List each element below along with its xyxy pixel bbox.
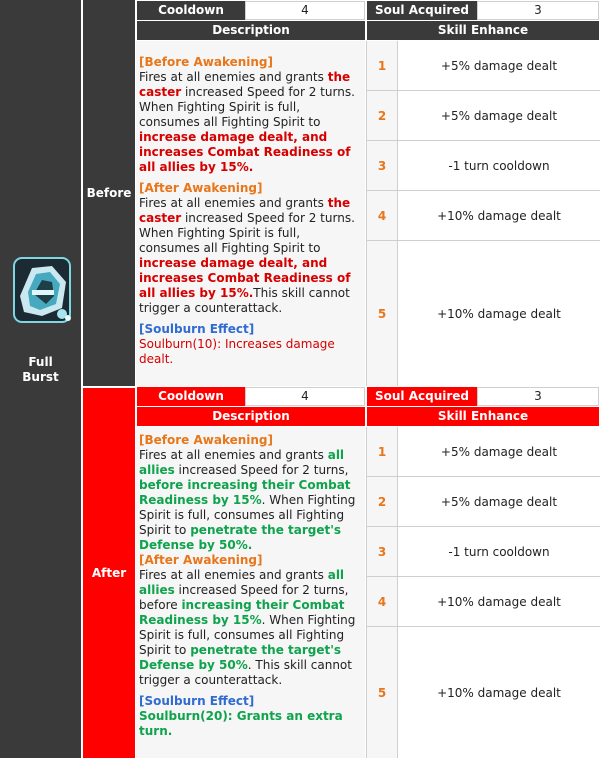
after-aa-text2: all allies — [139, 568, 345, 597]
before-enhance-level: 5 — [367, 241, 397, 386]
after-soul-value: 3 — [477, 387, 599, 406]
before-enhance-effect: -1 turn cooldown — [397, 141, 600, 191]
before-aa-text2: the caster — [139, 196, 351, 225]
after-ba-text4: before increasing their Combat Readiness by 15% — [139, 478, 351, 507]
skill-name — [0, 355, 81, 385]
before-enhance-effect: +10% damage dealt — [397, 241, 600, 386]
before-ba-text4: increase damage dealt, and increases Combat Readiness of all allies by 15%. — [139, 130, 351, 174]
after-enhance-effect: -1 turn cooldown — [397, 527, 600, 577]
after-enhance-level: 2 — [367, 477, 397, 527]
before-enhance-header: Skill Enhance — [367, 21, 599, 40]
before-cooldown-label: Cooldown — [137, 1, 245, 20]
before-label — [83, 0, 135, 386]
before-aa-text3: increased Speed for 2 turns. When Fighting Spirit is full, consumes all Fighting Spirit to — [139, 211, 355, 255]
after-label — [83, 388, 135, 758]
before-aa-text1: Fires at all enemies and grants — [139, 196, 328, 210]
before-enhance-effect: +5% damage dealt — [397, 41, 600, 91]
before-aa-text4: increase damage dealt, and increases Combat Readiness of all allies by 15%. — [139, 256, 351, 300]
after-aa-text3: increased Speed for 2 turns, before — [139, 583, 349, 612]
before-enhance-level: 3 — [367, 141, 397, 191]
before-cooldown-value: 4 — [245, 1, 365, 20]
before-enhance-table — [366, 41, 599, 386]
after-aa-text4: increasing their Combat Readiness by 15% — [139, 598, 345, 627]
skill-column — [0, 0, 81, 758]
after-ba-text5: . When Fighting Spirit is full, consumes all Fighting Spirit to — [139, 493, 356, 537]
before-enhance-level: 4 — [367, 191, 397, 241]
before-description — [136, 41, 365, 386]
after-aa-text6: penetrate the target's Defense by 50% — [139, 643, 342, 672]
before-label-text: Before — [86, 186, 132, 200]
after-cooldown-value: 4 — [245, 387, 365, 406]
before-soul-value: 3 — [477, 1, 599, 20]
before-enhance-effect: +10% damage dealt — [397, 191, 600, 241]
after-enhance-effect: +5% damage dealt — [397, 427, 600, 477]
before-enhance-effect: +5% damage dealt — [397, 91, 600, 141]
after-enhance-table — [366, 427, 599, 758]
after-enhance-header: Skill Enhance — [367, 407, 599, 426]
after-label-text: After — [91, 566, 127, 580]
before-description-header: Description — [137, 21, 365, 40]
before-enhance-level: 1 — [367, 41, 397, 91]
after-soulburn-text: Soulburn(20): Grants an extra turn. — [139, 709, 343, 738]
after-ba-text6: penetrate the target's Defense by 50%. — [139, 523, 342, 552]
before-soulburn-head: [Soulburn Effect] — [139, 322, 255, 336]
after-cooldown-label: Cooldown — [137, 387, 245, 406]
before-ba-text3: increased Speed for 2 turns. When Fighting Spirit is full, consumes all Fighting Spirit to — [139, 85, 355, 129]
after-ba-head: [Before Awakening] — [139, 433, 274, 447]
after-aa-text5: . When Fighting Spirit is full, consumes all Fighting Spirit to — [139, 613, 356, 657]
before-aa-head: [After Awakening] — [139, 181, 263, 195]
after-soul-label: Soul Acquired — [367, 387, 477, 406]
after-aa-text7: . This skill cannot trigger a counterattack. — [139, 658, 352, 687]
before-enhance-level: 2 — [367, 91, 397, 141]
after-ba-text3: increased Speed for 2 turns, — [174, 463, 349, 477]
after-enhance-level: 5 — [367, 627, 397, 758]
after-aa-text1: Fires at all enemies and grants — [139, 568, 328, 582]
after-enhance-level: 4 — [367, 577, 397, 627]
after-enhance-effect: +10% damage dealt — [397, 577, 600, 627]
after-description-header: Description — [137, 407, 365, 426]
skill-name-line2: Burst — [22, 370, 59, 384]
after-ba-text2: all allies — [139, 448, 345, 477]
skill-icon — [12, 256, 72, 326]
before-ba-text1: Fires at all enemies and grants — [139, 70, 328, 84]
after-description — [136, 427, 365, 758]
before-ba-text2: the caster — [139, 70, 351, 99]
after-ba-text1: Fires at all enemies and grants — [139, 448, 328, 462]
after-soulburn-head: [Soulburn Effect] — [139, 694, 255, 708]
before-ba-head: [Before Awakening] — [139, 55, 274, 69]
after-enhance-level: 1 — [367, 427, 397, 477]
before-soulburn-text: Soulburn(10): Increases damage dealt. — [139, 337, 335, 366]
before-soul-label: Soul Acquired — [367, 1, 477, 20]
after-enhance-effect: +5% damage dealt — [397, 477, 600, 527]
skill-name-line1: Full — [28, 355, 53, 369]
after-enhance-level: 3 — [367, 527, 397, 577]
after-aa-head: [After Awakening] — [139, 553, 263, 567]
before-aa-text5: This skill cannot trigger a counterattack. — [139, 286, 350, 315]
after-enhance-effect: +10% damage dealt — [397, 627, 600, 758]
